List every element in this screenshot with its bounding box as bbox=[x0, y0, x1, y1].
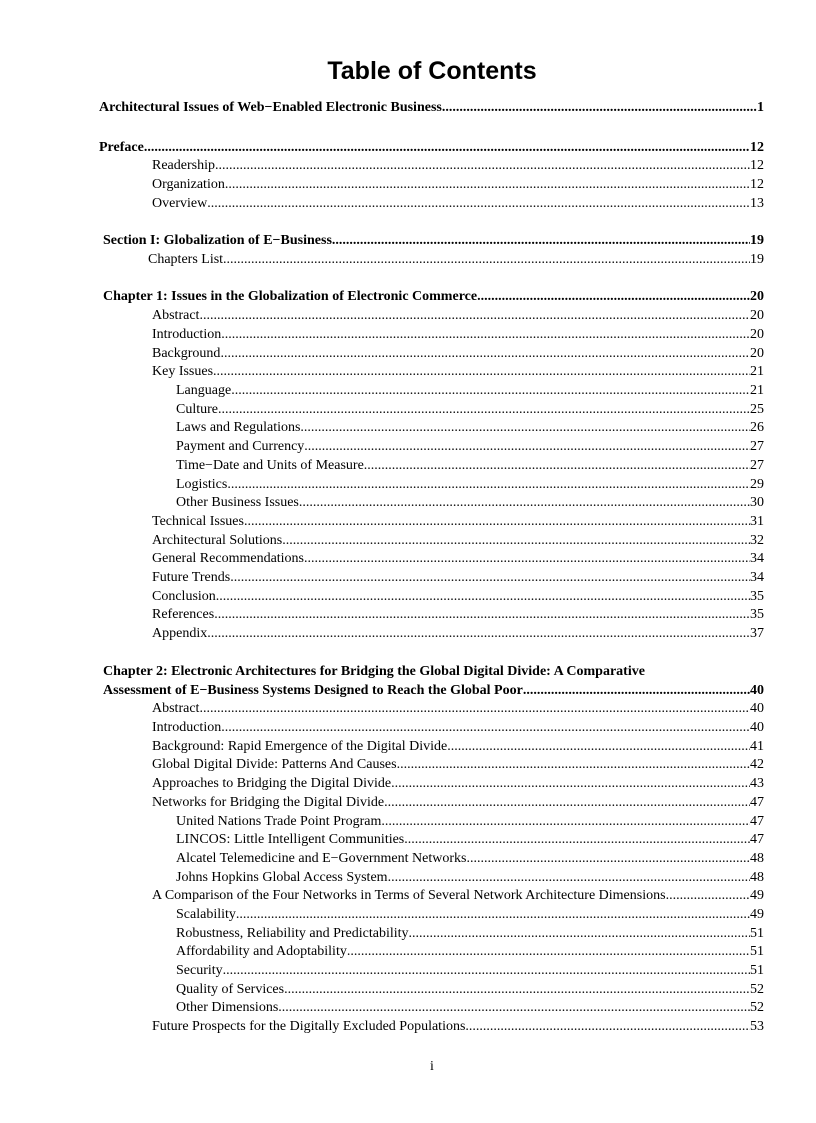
toc-entry-page: 27 bbox=[750, 458, 764, 473]
toc-entry-page: 51 bbox=[750, 926, 764, 941]
toc-entry-label: Appendix bbox=[152, 626, 208, 641]
toc-entry-label: Scalability bbox=[176, 907, 236, 922]
toc-entry[interactable] bbox=[152, 346, 764, 362]
toc-entry[interactable] bbox=[176, 870, 764, 886]
toc-entry-page: 25 bbox=[750, 402, 764, 417]
toc-entry-page: 30 bbox=[750, 495, 764, 510]
toc-entry-page: 37 bbox=[750, 626, 764, 641]
toc-entry[interactable] bbox=[152, 308, 764, 324]
toc-entry[interactable] bbox=[152, 533, 764, 549]
toc-entry[interactable] bbox=[152, 607, 764, 623]
toc-entry[interactable] bbox=[152, 514, 764, 530]
toc-entry-page: 52 bbox=[750, 1000, 764, 1015]
toc-entry[interactable] bbox=[152, 570, 764, 586]
toc-entry-label: Global Digital Divide: Patterns And Causes bbox=[152, 757, 397, 772]
toc-entry-book[interactable] bbox=[99, 100, 764, 116]
toc-entry-label: Quality of Services bbox=[176, 982, 285, 997]
toc-entry-label: Future Prospects for the Digitally Excluded Populations bbox=[152, 1019, 466, 1034]
toc-entry[interactable] bbox=[152, 551, 764, 567]
toc-entry[interactable] bbox=[152, 158, 764, 174]
toc-entry-page: 32 bbox=[750, 533, 764, 548]
toc-entry-page: 51 bbox=[750, 963, 764, 978]
toc-entry-label: Robustness, Reliability and Predictability bbox=[176, 926, 409, 941]
toc-entry-label: Introduction bbox=[152, 327, 222, 342]
toc-entry-label: General Recommendations bbox=[152, 551, 305, 566]
toc-entry-label: Johns Hopkins Global Access System bbox=[176, 870, 388, 885]
toc-entry-page: 42 bbox=[750, 757, 764, 772]
toc-entry-label: Architectural Issues of Web−Enabled Electronic Business bbox=[99, 100, 442, 115]
toc-entry[interactable] bbox=[176, 944, 764, 960]
toc-entry-page: 20 bbox=[750, 327, 764, 342]
toc-entry-page: 27 bbox=[750, 439, 764, 454]
toc-entry[interactable] bbox=[176, 982, 764, 998]
page-title: Table of Contents bbox=[327, 57, 537, 85]
toc-entry-label: Introduction bbox=[152, 720, 222, 735]
toc-entry[interactable] bbox=[176, 477, 764, 493]
toc-entry[interactable] bbox=[152, 1019, 764, 1035]
toc-entry[interactable] bbox=[176, 439, 764, 455]
toc-entry-section[interactable] bbox=[103, 233, 764, 249]
toc-entry[interactable] bbox=[152, 364, 764, 380]
toc-entry-label: Laws and Regulations bbox=[176, 420, 301, 435]
toc-entry-page: 48 bbox=[750, 870, 764, 885]
toc-entry-label: Payment and Currency bbox=[176, 439, 305, 454]
toc-entry[interactable] bbox=[152, 757, 764, 773]
toc-entry-label: Organization bbox=[152, 177, 225, 192]
toc-entry[interactable] bbox=[152, 589, 764, 605]
toc-entry-label: References bbox=[152, 607, 215, 622]
toc-entry-page: 48 bbox=[750, 851, 764, 866]
toc-entry[interactable] bbox=[152, 327, 764, 343]
toc-entry[interactable] bbox=[152, 177, 764, 193]
toc-entry-page: 47 bbox=[750, 832, 764, 847]
toc-entry-page: 53 bbox=[750, 1019, 764, 1034]
toc-entry-label: Approaches to Bridging the Digital Divide bbox=[152, 776, 392, 791]
toc-entry-page: 20 bbox=[750, 289, 764, 304]
toc-entry-label: Overview bbox=[152, 196, 208, 211]
toc-entry-label: Assessment of E−Business Systems Designed to Reach the Global Poor bbox=[103, 683, 523, 698]
toc-entry-label: Abstract bbox=[152, 308, 200, 323]
toc-entry-chapter[interactable] bbox=[103, 289, 764, 305]
toc-entry[interactable] bbox=[148, 252, 764, 268]
toc-entry[interactable] bbox=[176, 851, 764, 867]
toc-entry-label: Culture bbox=[176, 402, 218, 417]
toc-entry-page: 51 bbox=[750, 944, 764, 959]
toc-entry-page: 41 bbox=[750, 739, 764, 754]
toc-entry[interactable] bbox=[152, 776, 764, 792]
toc-entry[interactable] bbox=[176, 907, 764, 923]
toc-entry-page: 12 bbox=[750, 140, 764, 155]
toc-entry-page: 29 bbox=[750, 477, 764, 492]
toc-entry[interactable] bbox=[152, 888, 764, 904]
toc-entry[interactable] bbox=[176, 832, 764, 848]
toc-entry-page: 47 bbox=[750, 795, 764, 810]
toc-entry-label: Background bbox=[152, 346, 221, 361]
toc-entry[interactable] bbox=[176, 814, 764, 830]
toc-entry-page: 19 bbox=[750, 233, 764, 248]
toc-entry-label: United Nations Trade Point Program bbox=[176, 814, 382, 829]
toc-entry[interactable] bbox=[176, 926, 764, 942]
toc-entry[interactable] bbox=[176, 495, 764, 511]
toc-entry-page: 35 bbox=[750, 589, 764, 604]
toc-entry-label: Chapter 1: Issues in the Globalization of Electronic Commerce bbox=[103, 289, 478, 304]
toc-entry-label: Background: Rapid Emergence of the Digital Divide bbox=[152, 739, 448, 754]
toc-entry-page: 26 bbox=[750, 420, 764, 435]
toc-entry-page: 34 bbox=[750, 551, 764, 566]
toc-entry-page: 1 bbox=[757, 100, 764, 115]
toc-entry-page: 21 bbox=[750, 364, 764, 379]
toc-entry-chapter[interactable] bbox=[103, 683, 764, 699]
toc-entry-label: Readership bbox=[152, 158, 215, 173]
toc-entry-page: 47 bbox=[750, 814, 764, 829]
toc-entry-page: 20 bbox=[750, 346, 764, 361]
toc-entry-label: Section I: Globalization of E−Business bbox=[103, 233, 332, 248]
toc-entry-page: 52 bbox=[750, 982, 764, 997]
toc-entry-label: Networks for Bridging the Digital Divide bbox=[152, 795, 385, 810]
toc-entry-page: 21 bbox=[750, 383, 764, 398]
toc-entry-label: Abstract bbox=[152, 701, 200, 716]
toc-entry[interactable] bbox=[152, 701, 764, 717]
toc-entry-page: 40 bbox=[750, 683, 764, 698]
toc-entry-page: 40 bbox=[750, 720, 764, 735]
toc-entry-page: 31 bbox=[750, 514, 764, 529]
toc-entry-label: Technical Issues bbox=[152, 514, 244, 529]
toc-entry-label: Future Trends bbox=[152, 570, 231, 585]
toc-entry-label: Logistics bbox=[176, 477, 228, 492]
toc-entry[interactable] bbox=[152, 795, 764, 811]
toc-entry-chapter-title-line[interactable]: Chapter 2: Electronic Architectures for Bridging the Global Digital Divide: A Comparative bbox=[103, 664, 645, 679]
toc-entry-page: 19 bbox=[750, 252, 764, 267]
toc-entry-label: Time−Date and Units of Measure bbox=[176, 458, 364, 473]
toc-entry-label: Preface bbox=[99, 140, 144, 155]
toc-entry-label: Conclusion bbox=[152, 589, 216, 604]
toc-entry-page: 12 bbox=[750, 158, 764, 173]
toc-entry-label: A Comparison of the Four Networks in Terms of Several Network Architecture Dimensions bbox=[152, 888, 666, 903]
toc-entry[interactable] bbox=[176, 1000, 764, 1016]
toc-entry-label: Other Dimensions bbox=[176, 1000, 279, 1015]
toc-entry[interactable] bbox=[152, 196, 764, 212]
toc-entry-label: Key Issues bbox=[152, 364, 214, 379]
toc-entry-page: 34 bbox=[750, 570, 764, 585]
toc-entry-label: Alcatel Telemedicine and E−Government Networks bbox=[176, 851, 467, 866]
toc-entry-label: Language bbox=[176, 383, 232, 398]
toc-entry[interactable] bbox=[152, 626, 764, 642]
page-number: i bbox=[430, 1059, 434, 1074]
toc-entry-page: 40 bbox=[750, 701, 764, 716]
toc-entry-label: Other Business Issues bbox=[176, 495, 299, 510]
toc-entry-page: 35 bbox=[750, 607, 764, 622]
toc-entry-label: Architectural Solutions bbox=[152, 533, 283, 548]
toc-entry[interactable] bbox=[176, 383, 764, 399]
toc-entry[interactable] bbox=[152, 720, 764, 736]
toc-entry-label: LINCOS: Little Intelligent Communities bbox=[176, 832, 405, 847]
toc-entry-page: 20 bbox=[750, 308, 764, 323]
toc-entry-page: 49 bbox=[750, 888, 764, 903]
toc-entry-label: Security bbox=[176, 963, 223, 978]
toc-entry-page: 12 bbox=[750, 177, 764, 192]
toc-entry-page: 49 bbox=[750, 907, 764, 922]
toc-entry-label: Affordability and Adoptability bbox=[176, 944, 347, 959]
toc-entry-label: Chapters List bbox=[148, 252, 224, 267]
toc-entry[interactable] bbox=[176, 402, 764, 418]
toc-entry-page: 43 bbox=[750, 776, 764, 791]
toc-entry-preface[interactable] bbox=[99, 140, 764, 156]
toc-entry[interactable] bbox=[176, 963, 764, 979]
toc-entry[interactable] bbox=[176, 458, 764, 474]
toc-entry-page: 13 bbox=[750, 196, 764, 211]
toc-entry[interactable] bbox=[176, 420, 764, 436]
toc-entry[interactable] bbox=[152, 739, 764, 755]
